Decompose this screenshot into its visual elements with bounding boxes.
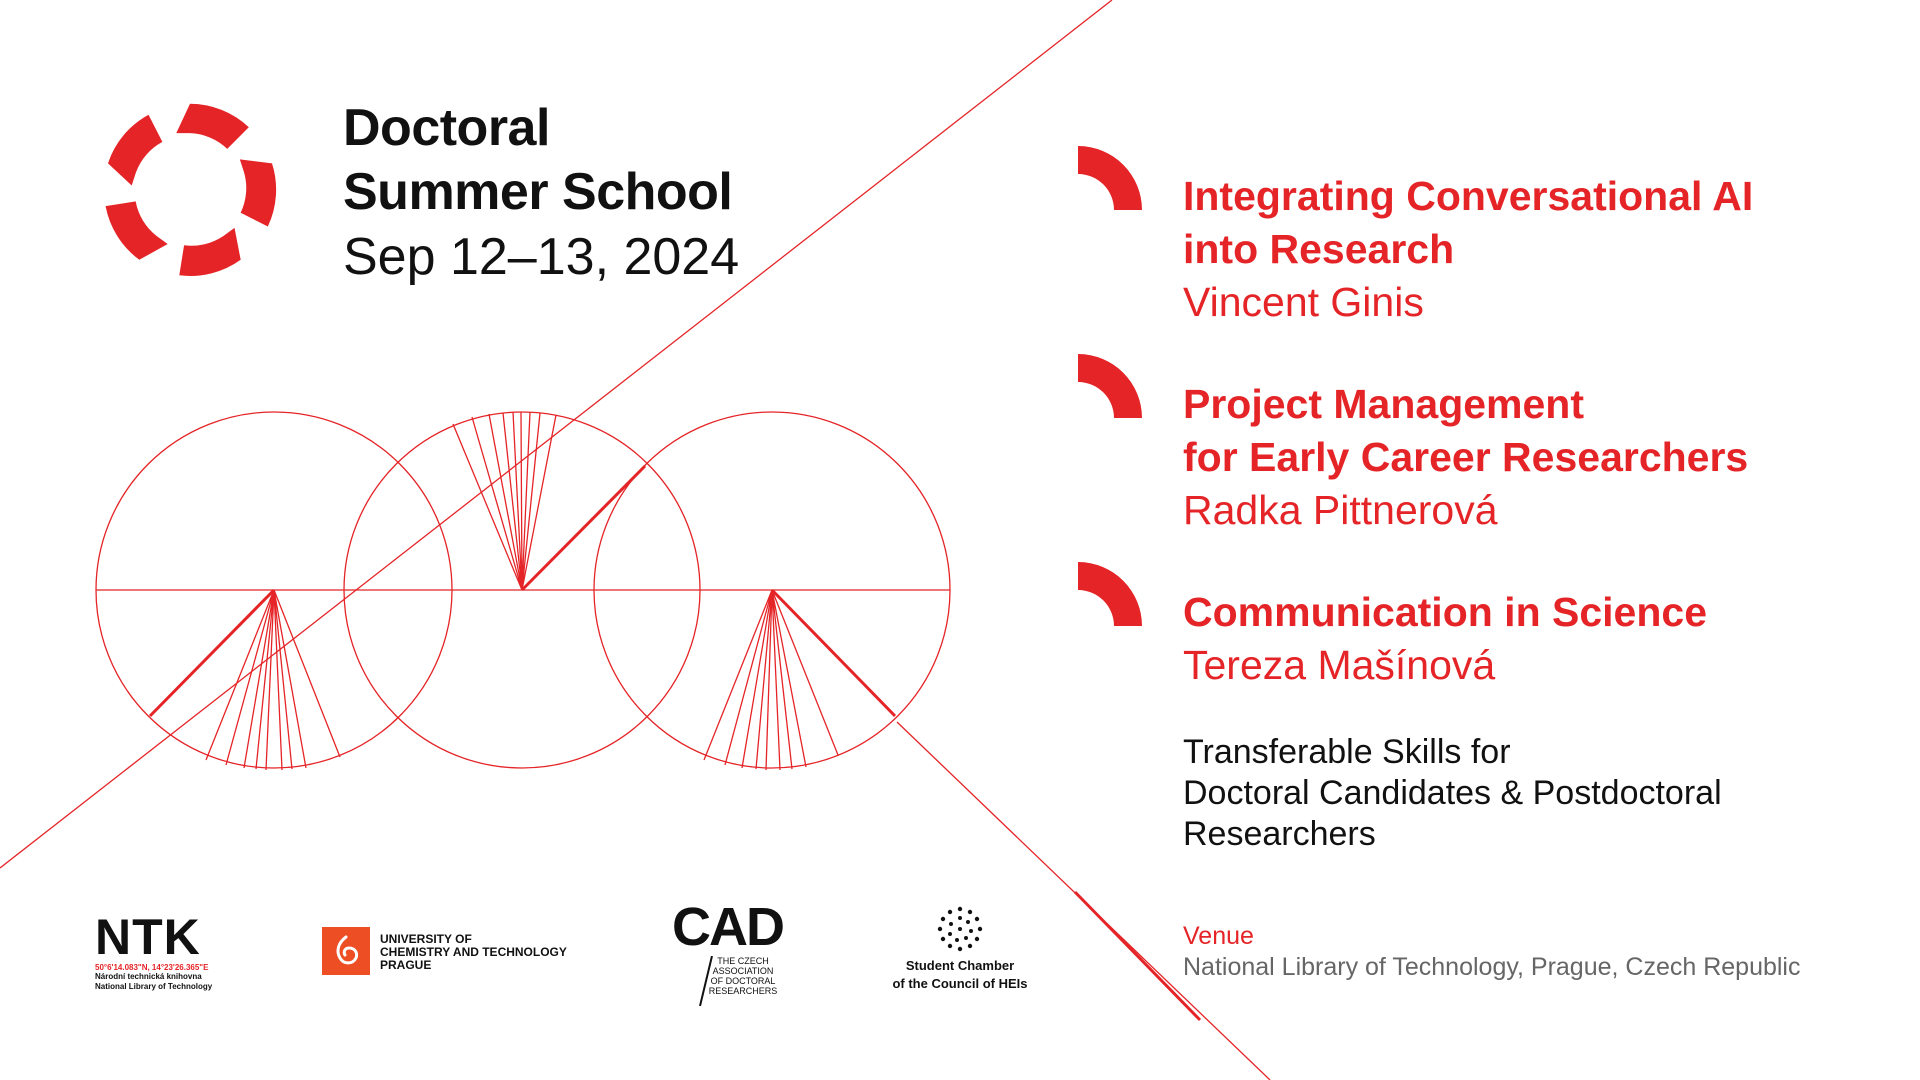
cad-logo xyxy=(672,897,792,1010)
session-1 xyxy=(1183,170,1883,329)
fan-right xyxy=(704,590,838,770)
session-3-speaker: Tereza Mašínová xyxy=(1183,642,1496,688)
venue-value: National Library of Technology, Prague, Czech Republic xyxy=(1183,953,1801,981)
bold-segment-right xyxy=(772,590,895,716)
student-chamber-line1: Student Chamber xyxy=(905,958,1015,973)
session-1-speaker: Vincent Ginis xyxy=(1183,279,1424,325)
cad-line2: ASSOCIATION xyxy=(712,966,774,976)
vscht-name xyxy=(380,933,620,972)
event-date: Sep 12–13, 2024 xyxy=(343,228,740,286)
cad-abbr: CAD xyxy=(672,897,783,957)
vscht-line2: CHEMISTRY AND TECHNOLOGY xyxy=(380,945,567,959)
vscht-line3: PRAGUE xyxy=(380,958,432,972)
event-subtitle xyxy=(1183,732,1903,855)
fan-middle xyxy=(453,412,556,590)
ntk-name-cz: Národní technická knihovna xyxy=(95,972,202,981)
vscht-mark-icon xyxy=(322,927,370,975)
session-1-title-line2: into Research xyxy=(1183,226,1455,272)
event-title-block xyxy=(343,96,739,290)
dot-circle-icon xyxy=(936,905,984,953)
quarter-arc-icon xyxy=(1078,146,1142,210)
cad-line4: RESEARCHERS xyxy=(708,986,778,996)
quarter-arc-icon xyxy=(1078,562,1142,626)
session-2-title-line1: Project Management xyxy=(1183,381,1584,427)
session-2-title-line2: for Early Career Researchers xyxy=(1183,434,1749,480)
session-1-title-line1: Integrating Conversational AI xyxy=(1183,173,1754,219)
vscht-line1: UNIVERSITY OF xyxy=(380,932,472,946)
session-2-speaker: Radka Pittnerová xyxy=(1183,487,1498,533)
event-title-line2: Summer School xyxy=(343,163,733,221)
quarter-arc-icon xyxy=(1078,354,1142,418)
student-chamber-name xyxy=(880,957,1040,993)
session-3 xyxy=(1183,586,1883,692)
event-title-line1: Doctoral xyxy=(343,99,550,157)
bold-segment-lower xyxy=(1075,892,1200,1020)
ntk-logo xyxy=(95,909,245,992)
cad-line3: OF DOCTORAL xyxy=(710,976,776,986)
session-3-title: Communication in Science xyxy=(1183,589,1707,635)
venue-label: Venue xyxy=(1183,922,1254,950)
session-2 xyxy=(1183,378,1883,537)
cad-name xyxy=(708,956,778,996)
ntk-abbr: NTK xyxy=(95,909,201,965)
pinwheel-logo-icon xyxy=(92,92,288,288)
student-chamber-logo xyxy=(880,905,1040,993)
ntk-name-en: National Library of Technology xyxy=(95,982,213,991)
subtitle-line2: Doctoral Candidates & Postdoctoral xyxy=(1183,774,1722,812)
student-chamber-line2: of the Council of HEIs xyxy=(892,976,1028,991)
fan-left xyxy=(206,590,340,770)
subtitle-line3: Researchers xyxy=(1183,815,1376,853)
ntk-coordinates: 50°6'14.083"N, 14°23'26.365"E xyxy=(95,963,209,972)
subtitle-line1: Transferable Skills for xyxy=(1183,733,1511,771)
cad-line1: THE CZECH xyxy=(717,956,769,966)
bold-segment-middle xyxy=(522,466,645,590)
